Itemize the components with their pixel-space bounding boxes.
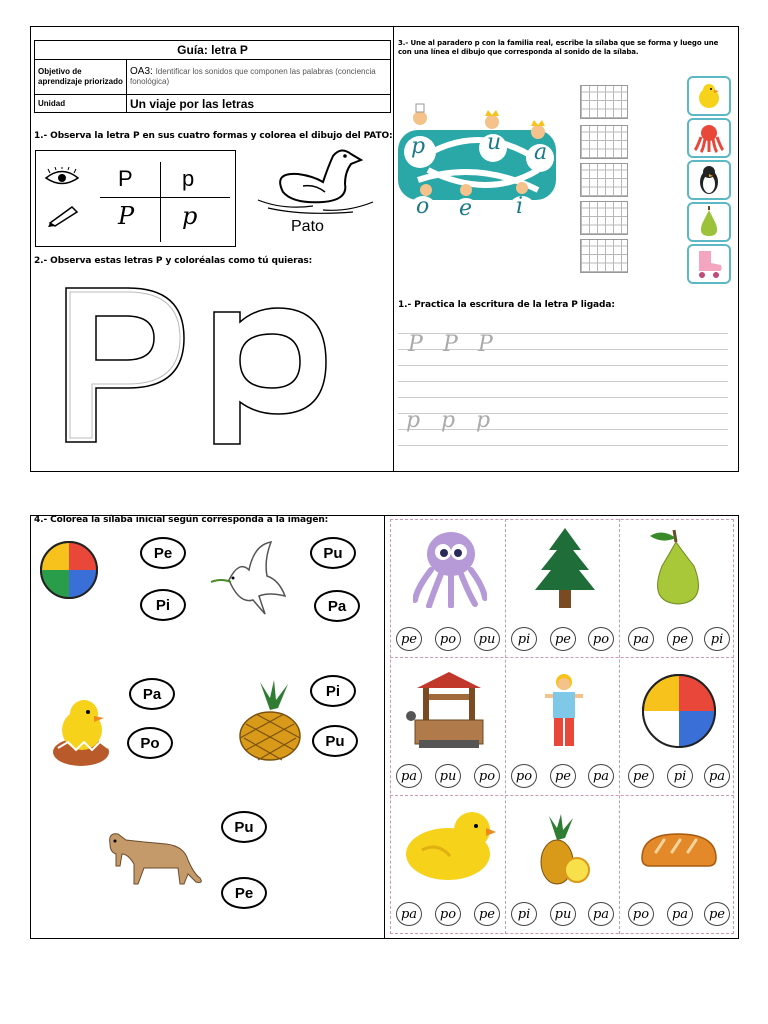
card-option[interactable]: pe xyxy=(628,764,654,788)
syllable-option[interactable]: Pe xyxy=(140,537,186,569)
card-grid-vline xyxy=(619,519,620,934)
card-option[interactable]: pe xyxy=(474,902,500,926)
big-outline-upper-p xyxy=(56,280,196,450)
trace-upper-1: P xyxy=(408,332,423,357)
tile-chick[interactable] xyxy=(687,76,731,116)
vowel-a: a xyxy=(534,140,548,165)
section4-instruction: 4.- Colorea la sílaba inicial según corresponda a la imagen: xyxy=(34,515,329,525)
well-icon xyxy=(405,668,493,750)
card-option[interactable]: pi xyxy=(511,902,537,926)
card-option[interactable]: pa xyxy=(667,902,693,926)
letter-print-lower: p xyxy=(182,166,195,191)
unit-value: Un viaje por las letras xyxy=(127,95,391,113)
tile-octopus[interactable] xyxy=(687,118,731,158)
objective-label: Objetivo de aprendizaje priorizado xyxy=(35,60,127,95)
letter-forms-box xyxy=(35,150,236,247)
octopus-icon xyxy=(413,528,487,608)
card-option[interactable]: pe xyxy=(550,764,576,788)
bread-icon xyxy=(638,828,720,870)
chick-icon xyxy=(48,696,114,768)
card-option[interactable]: pi xyxy=(704,627,730,651)
letter-grid-horizontal xyxy=(100,197,230,198)
pear-icon xyxy=(696,206,722,238)
write-grid-4[interactable] xyxy=(580,201,628,235)
card-option[interactable]: po xyxy=(628,902,654,926)
section2-instruction: 2.- Observa estas letras P y coloréalas como tú quieras: xyxy=(34,256,313,266)
letter-cursive-lower: p xyxy=(182,202,198,230)
card-option[interactable]: pu xyxy=(435,764,461,788)
clown-icon xyxy=(543,672,585,750)
card-option[interactable]: pa xyxy=(396,764,422,788)
pineapple-icon xyxy=(537,814,591,886)
card-grid-hline xyxy=(390,795,734,796)
letter-grid-vertical xyxy=(160,162,161,242)
vowel-u: u xyxy=(487,130,502,155)
unit-label: Unidad xyxy=(35,95,127,113)
header-table xyxy=(34,40,391,113)
card-grid-vline xyxy=(505,519,506,934)
card-option[interactable]: pu xyxy=(550,902,576,926)
trace-upper-3: P xyxy=(478,332,493,357)
big-outline-lower-p xyxy=(208,300,338,450)
card-grid-hline xyxy=(390,657,734,658)
trace-upper-2: P xyxy=(443,332,458,357)
card-option[interactable]: pe xyxy=(396,627,422,651)
skate-icon xyxy=(693,249,725,279)
royal-family-illustration xyxy=(398,100,558,240)
card-option[interactable]: pa xyxy=(588,902,614,926)
trace-lower-2: p xyxy=(441,408,456,433)
top-divider xyxy=(393,26,394,472)
section3-instruction: 3.- Une al paradero p con la familia real, escribe la sílaba que se forma y luego une con una línea el dibujo que corresponda al sonido de la sílaba. xyxy=(398,39,719,56)
card-option[interactable]: po xyxy=(435,902,461,926)
octopus-icon xyxy=(693,122,725,154)
pear-icon xyxy=(640,528,714,608)
guide-title: Guía: letra P xyxy=(35,41,391,60)
card-option[interactable]: pi xyxy=(511,627,537,651)
write-grid-5[interactable] xyxy=(580,239,628,273)
puma-icon xyxy=(104,824,206,890)
bottom-divider xyxy=(384,515,385,939)
card-option[interactable]: pa xyxy=(588,764,614,788)
objective-text: Identificar los sonidos que componen las palabras (conciencia fonológica) xyxy=(130,67,376,86)
vowel-e: e xyxy=(459,196,473,221)
write-grid-3[interactable] xyxy=(580,163,628,197)
card-option[interactable]: pe xyxy=(550,627,576,651)
duck-icon xyxy=(253,142,378,217)
syllable-option[interactable]: Pu xyxy=(312,725,358,757)
card-option[interactable]: pe xyxy=(667,627,693,651)
tile-pear[interactable] xyxy=(687,202,731,242)
vowel-o: o xyxy=(416,194,430,219)
syllable-option[interactable]: Pi xyxy=(140,589,186,621)
duck-label: Pato xyxy=(291,218,324,235)
write-grid-1[interactable] xyxy=(580,85,628,119)
writing-line xyxy=(398,381,728,382)
objective-code: OA3: xyxy=(130,66,156,77)
pencil-icon xyxy=(46,203,80,227)
syllable-option[interactable]: Pe xyxy=(221,877,267,909)
ball-icon xyxy=(39,540,99,600)
card-option[interactable]: po xyxy=(511,764,537,788)
card-option[interactable]: pa xyxy=(628,627,654,651)
card-option[interactable]: po xyxy=(588,627,614,651)
vowel-i: i xyxy=(516,194,524,219)
syllable-option[interactable]: Pa xyxy=(314,590,360,622)
card-option[interactable]: po xyxy=(474,764,500,788)
trace-lower-1: p xyxy=(406,408,421,433)
tile-skate[interactable] xyxy=(687,244,731,284)
syllable-option[interactable]: Pa xyxy=(129,678,175,710)
writing-line xyxy=(398,365,728,366)
crowned-letter-p: p xyxy=(411,134,426,159)
syllable-option[interactable]: Pi xyxy=(310,675,356,707)
dove-icon xyxy=(209,540,289,620)
syllable-option[interactable]: Po xyxy=(127,727,173,759)
card-option[interactable]: pi xyxy=(667,764,693,788)
practice-instruction: 1.- Practica la escritura de la letra P ligada: xyxy=(398,300,615,310)
card-option[interactable]: pu xyxy=(474,627,500,651)
pine-tree-icon xyxy=(533,526,597,610)
section1-instruction: 1.- Observa la letra P en sus cuatro formas y colorea el dibujo del PATO: xyxy=(34,131,393,141)
chick-icon xyxy=(402,806,498,882)
ball-icon xyxy=(638,672,720,750)
card-option[interactable]: po xyxy=(435,627,461,651)
writing-line xyxy=(398,397,728,398)
writing-line xyxy=(398,445,728,446)
syllable-option[interactable]: Pu xyxy=(221,811,267,843)
letter-print-upper: P xyxy=(118,166,133,191)
card-option[interactable]: pa xyxy=(396,902,422,926)
pineapple-icon xyxy=(234,680,306,762)
tile-penguin[interactable] xyxy=(687,160,731,200)
trace-lower-3: p xyxy=(476,408,491,433)
card-option[interactable]: pa xyxy=(704,764,730,788)
chick-icon xyxy=(694,81,724,111)
card-option[interactable]: pe xyxy=(704,902,730,926)
syllable-option[interactable]: Pu xyxy=(310,537,356,569)
write-grid-2[interactable] xyxy=(580,125,628,159)
eye-icon xyxy=(44,167,80,189)
penguin-icon xyxy=(694,164,724,196)
letter-cursive-upper: P xyxy=(118,202,135,230)
